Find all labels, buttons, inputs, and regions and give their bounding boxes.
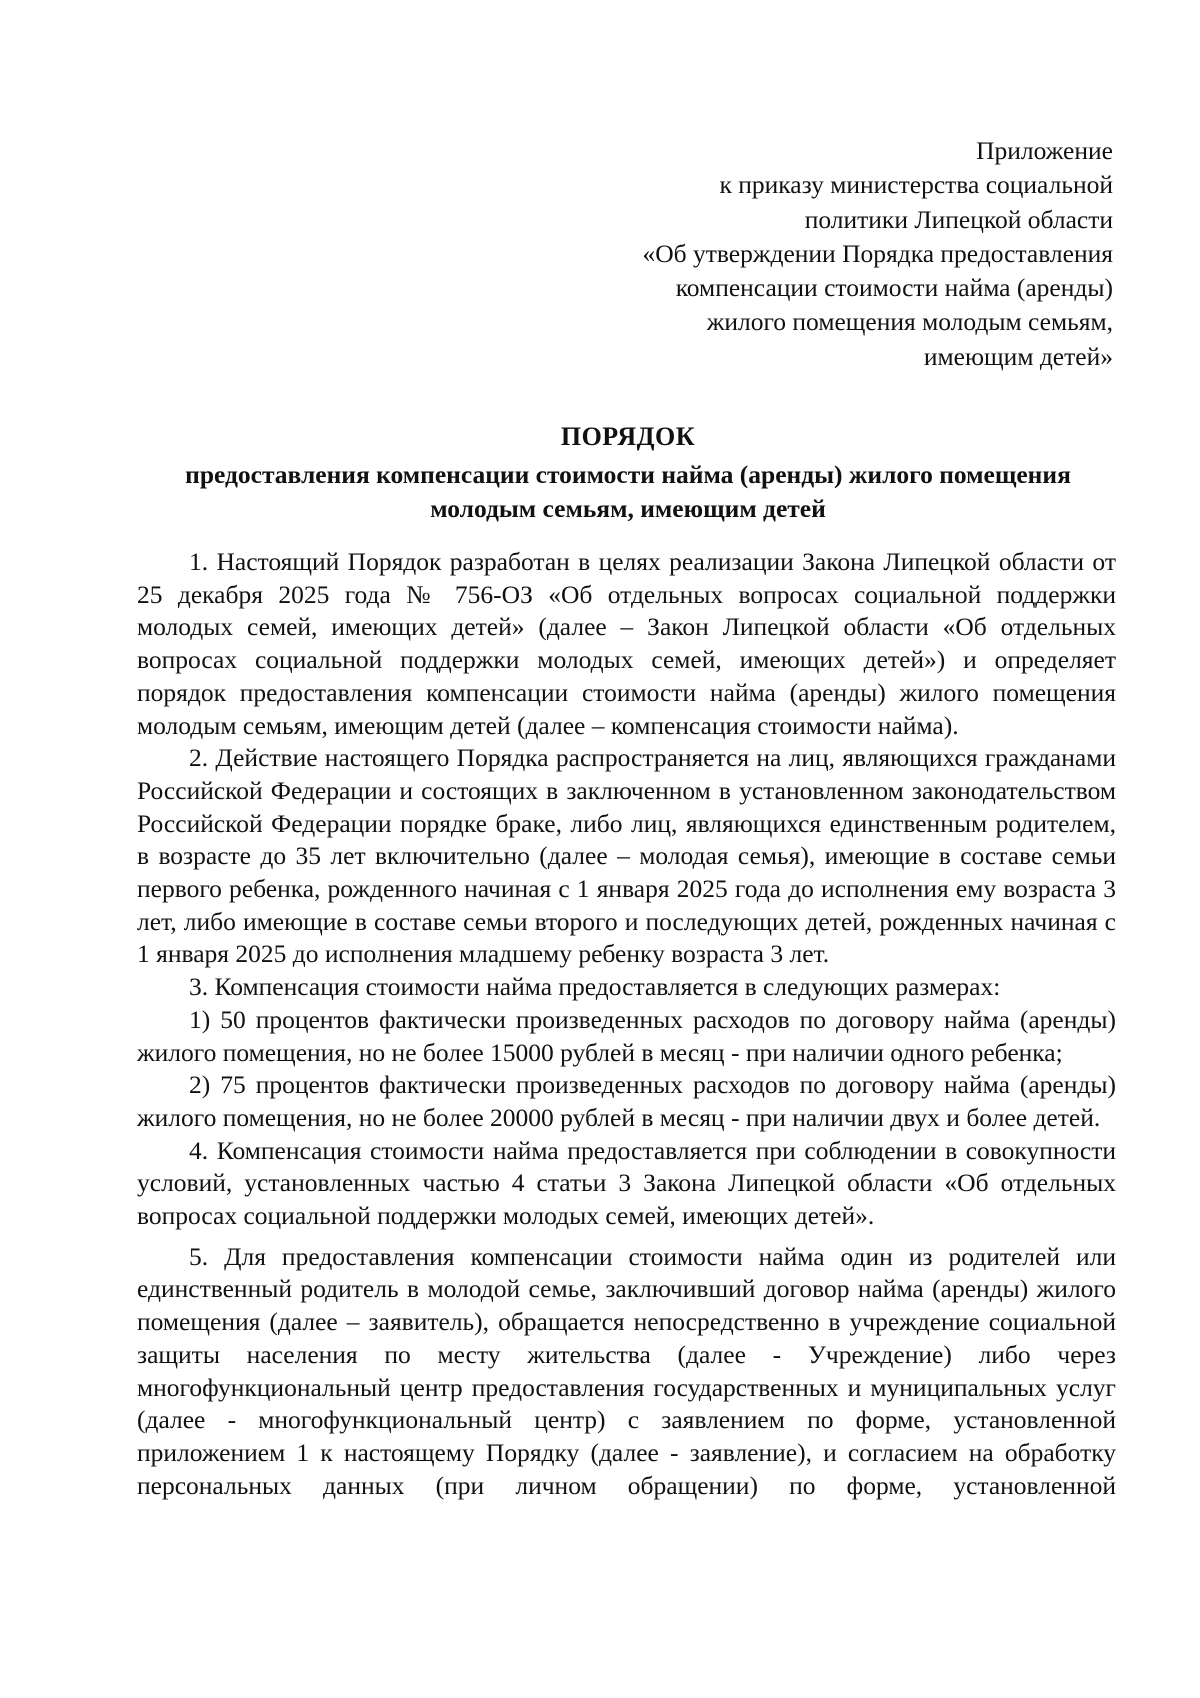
paragraph-1: 1. Настоящий Порядок разработан в целях реализации Закона Липецкой области от 25 декабря 2025 года № 756-ОЗ «Об отдельных вопросах социальной поддержки молодых семей, имеющих детей» (далее – Закон Липецкой области «Об отдельных вопросах социальной поддержки молодых семей, имеющих детей») и определяет порядок предоставления компенсации стоимости найма (аренды) жилого помещения молодым семьям, имеющим детей (далее – компенсация стоимости найма). [137, 547, 1116, 740]
paragraph-3: 3. Компенсация стоимости найма предоставляется в следующих размерах: [189, 972, 1001, 1002]
document-title [140, 420, 1116, 525]
document-body [137, 546, 1116, 1502]
title-main: ПОРЯДОК [560, 422, 696, 451]
appendix-header [553, 134, 1113, 374]
paragraph-4: 4. Компенсация стоимости найма предоставляется при соблюдении в совокупности условий, установленных частью 4 статьи 3 Закона Липецкой области «Об отдельных вопросах социальной поддержки молодых семей, имеющих детей». [137, 1135, 1116, 1231]
title-sub-line2: молодым семьям, имеющим детей [430, 493, 826, 523]
title-sub-line1: предоставления компенсации стоимости найма (аренды) жилого помещения [185, 460, 1071, 489]
appendix-line: жилого помещения молодым семьям, [706, 307, 1113, 337]
paragraph-2: 2. Действие настоящего Порядка распространяется на лиц, являющихся гражданами Российской Федерации и состоящих в заключенном в установленном законодательством Российской Федерации порядке браке, либо лиц, являющихся единственным родителем, в возрасте до 35 лет включительно (далее – молодая семья), имеющие в составе семьи первого ребенка, рожденного начиная с 1 января 2025 года до исполнения ему возраста 3 лет, либо имеющие в составе семьи второго и последующих детей, рожденных начиная с 1 января 2025 до исполнения младшему ребенку возраста 3 лет. [137, 743, 1116, 969]
paragraph-5: 5. Для предоставления компенсации стоимости найма один из родителей или единственный родитель в молодой семье, заключивший договор найма (аренды) жилого помещения (далее – заявитель), обращается непосредственно в учреждение социальной защиты населения по месту жительства (далее - Учреждение) либо через многофункциональный центр предоставления государственных и муниципальных услуг (далее - многофункциональный центр) с заявлением по форме, установленной приложением 1 к настоящему Порядку (далее - заявление), и согласием на обработку персональных данных (при личном обращении) по форме, установленной [137, 1241, 1116, 1500]
appendix-line: Приложение [976, 136, 1113, 165]
appendix-line: политики Липецкой области [804, 204, 1113, 234]
paragraph-3-item-1: 1) 50 процентов фактически произведенных расходов по договору найма (аренды) жилого помещения, но не более 15000 рублей в месяц - при наличии одного ребенка; [137, 1004, 1116, 1067]
appendix-line: к приказу министерства социальной [719, 170, 1113, 200]
paragraph-3-item-2: 2) 75 процентов фактически произведенных расходов по договору найма (аренды) жилого помещения, но не более 20000 рублей в месяц - при наличии двух и более детей. [137, 1070, 1116, 1132]
appendix-line: компенсации стоимости найма (аренды) [675, 273, 1113, 303]
appendix-line: имеющим детей» [923, 341, 1113, 371]
appendix-line: «Об утверждении Порядка предоставления [642, 238, 1113, 268]
